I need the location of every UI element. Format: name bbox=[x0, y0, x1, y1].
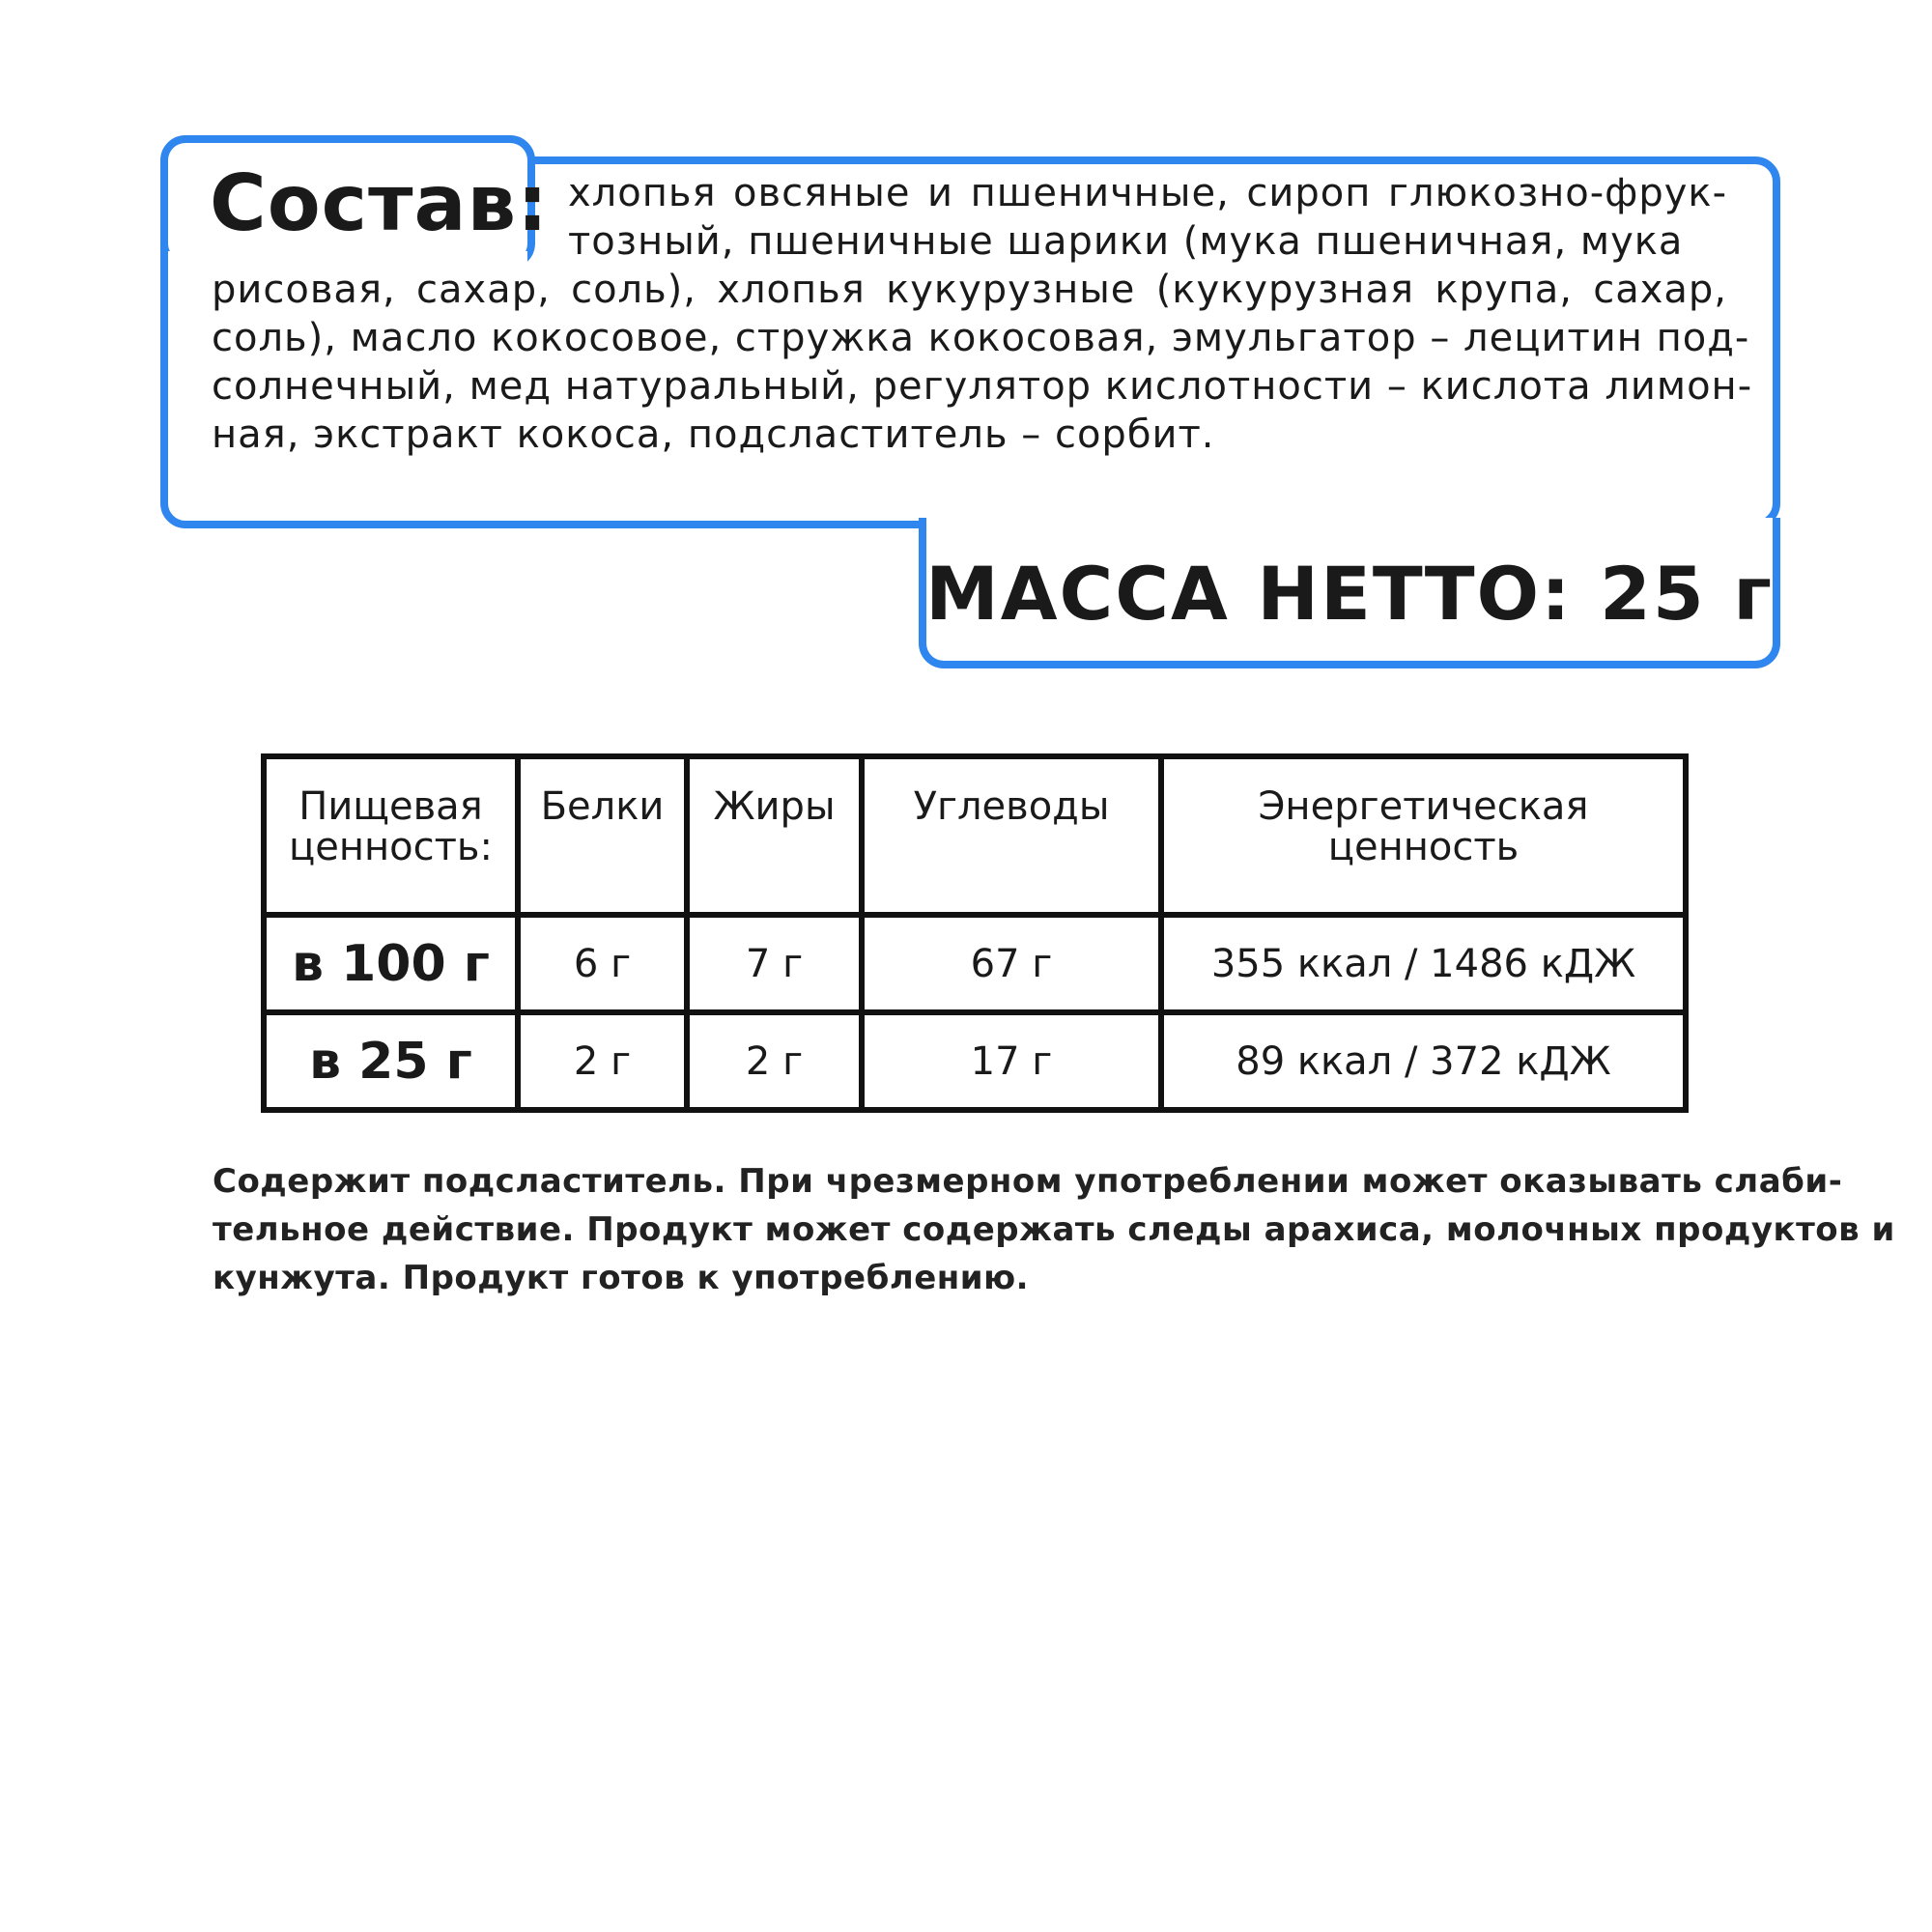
row-label: в 100 г bbox=[264, 915, 518, 1012]
warning-line: кунжута. Продукт готов к употреблению. bbox=[213, 1259, 1030, 1297]
composition-line: рисовая, сахар, соль), хлопья кукурузные (кукурузная крупа, сахар, bbox=[212, 268, 1727, 312]
composition-line: ная, экстракт кокоса, подсластитель – сорбит. bbox=[212, 412, 1215, 457]
warning-line: Содержит подсластитель. При чрезмерном употреблении может оказывать слаби- bbox=[213, 1162, 1843, 1201]
energy-value: 355 ккал / 1486 кДЖ bbox=[1161, 915, 1686, 1012]
table-row bbox=[264, 915, 1686, 1012]
header-nutrition-value: Пищевая ценность: bbox=[264, 756, 518, 915]
carbs-value: 17 г bbox=[862, 1012, 1161, 1110]
composition-line: соль), масло кокосовое, стружка кокосовая, эмульгатор – лецитин под- bbox=[212, 316, 1750, 360]
composition-line: солнечный, мед натуральный, регулятор кислотности – кислота лимон- bbox=[212, 364, 1753, 409]
protein-value: 6 г bbox=[518, 915, 687, 1012]
composition-line: тозный, пшеничные шарики (мука пшеничная, мука bbox=[568, 219, 1684, 264]
header-energy: Энергетическая ценность bbox=[1161, 756, 1686, 915]
composition-title: Состав: bbox=[210, 158, 550, 248]
nutrition-table bbox=[261, 753, 1689, 1113]
warning-text bbox=[213, 1157, 1895, 1302]
table-header-row bbox=[264, 756, 1686, 915]
energy-value: 89 ккал / 372 кДЖ bbox=[1161, 1012, 1686, 1110]
protein-value: 2 г bbox=[518, 1012, 687, 1110]
row-label: в 25 г bbox=[264, 1012, 518, 1110]
header-fat: Жиры bbox=[687, 756, 862, 915]
fat-value: 2 г bbox=[687, 1012, 862, 1110]
fat-value: 7 г bbox=[687, 915, 862, 1012]
header-protein: Белки bbox=[518, 756, 687, 915]
net-weight: МАССА НЕТТО: 25 г bbox=[925, 551, 1774, 637]
warning-line: тельное действие. Продукт может содержать следы арахиса, молочных продуктов и bbox=[213, 1210, 1895, 1249]
carbs-value: 67 г bbox=[862, 915, 1161, 1012]
composition-line: хлопья овсяные и пшеничные, сироп глюкозно-фрук- bbox=[568, 171, 1727, 215]
table-row bbox=[264, 1012, 1686, 1110]
header-carbs: Углеводы bbox=[862, 756, 1161, 915]
